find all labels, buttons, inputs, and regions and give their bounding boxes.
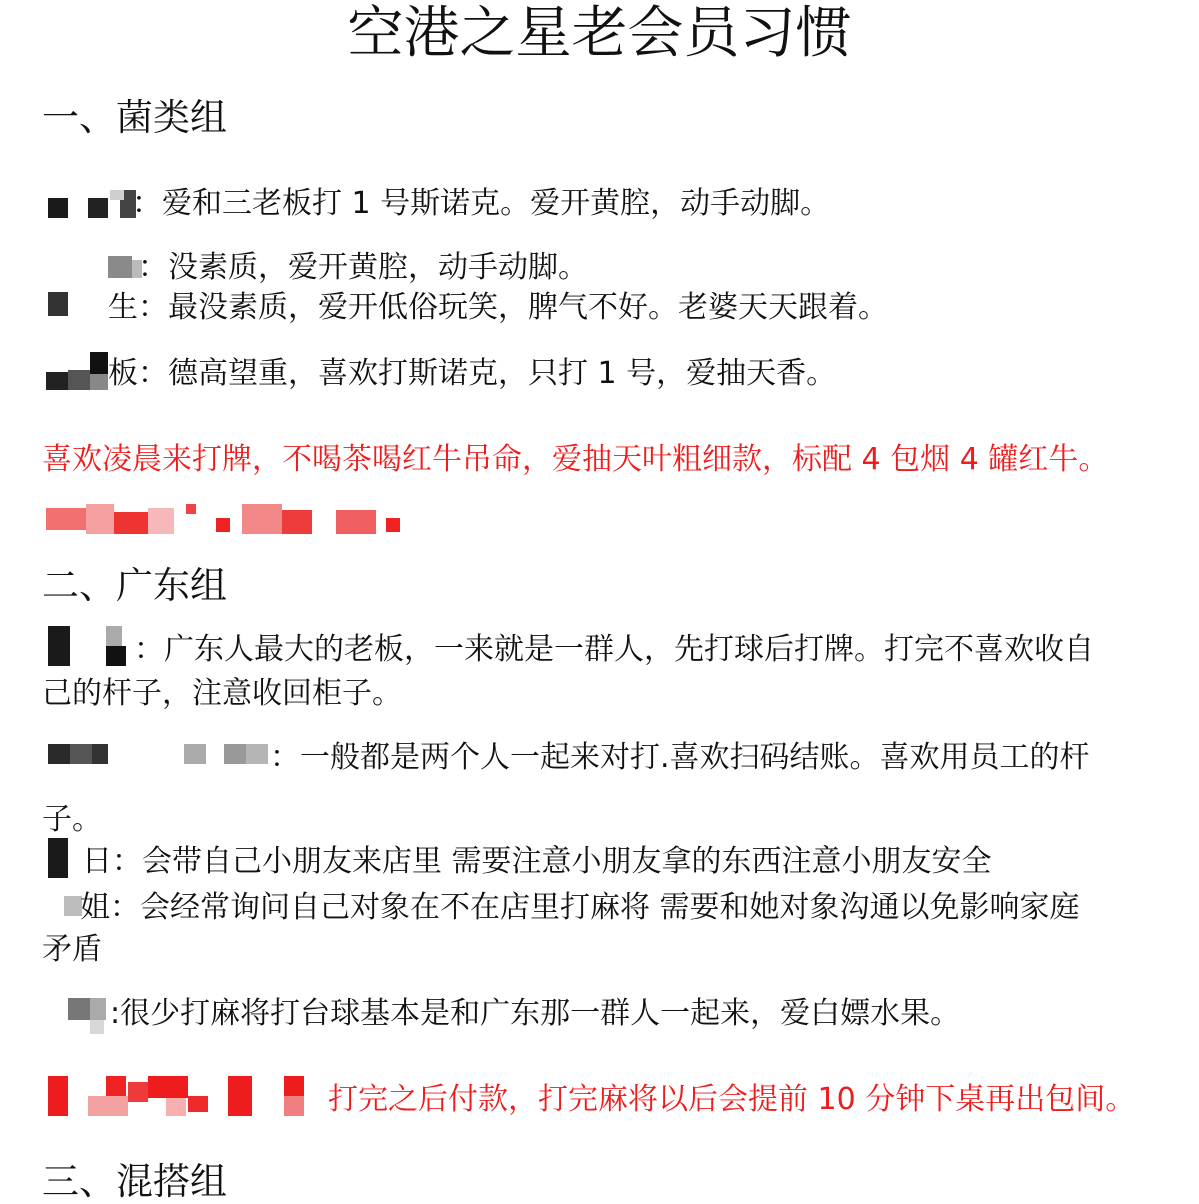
- page-title: 空港之星老会员习惯: [347, 1, 852, 66]
- member-entry-g4: 姐：会经常询问自己对象在不在店里打麻将 需要和她对象沟通以免影响家庭: [80, 890, 1080, 925]
- member-entry-g5-highlight: 打完之后付款，打完麻将以后会提前 10 分钟下桌再出包间。: [328, 1082, 1136, 1117]
- member-entry-g5: :很少打麻将打台球基本是和广东那一群人一起来，爱白嫖水果。: [110, 996, 961, 1031]
- member-entry-2: ：没素质，爱开黄腔，动手动脚。: [138, 250, 588, 285]
- section-heading-guangdong-group: 二、广东组: [42, 564, 227, 607]
- member-entry-g4-cont: 矛盾: [42, 932, 102, 967]
- member-entry-g1: ：广东人最大的老板，一来就是一群人，先打球后打牌。打完不喜欢收自: [134, 632, 1094, 667]
- member-entry-3: 生：最没素质，爱开低俗玩笑，脾气不好。老婆天天跟着。: [108, 290, 888, 325]
- member-entry-4-highlight: 喜欢凌晨来打牌，不喝茶喝红牛吊命，爱抽天叶粗细款，标配 4 包烟 4 罐红牛。: [42, 442, 1109, 477]
- member-entry-g2-cont: 子。: [42, 802, 102, 837]
- member-entry-g3: 日：会带自己小朋友来店里 需要注意小朋友拿的东西注意小朋友安全: [82, 844, 992, 879]
- member-entry-1: ：爱和三老板打 1 号斯诺克。爱开黄腔，动手动脚。: [132, 186, 831, 221]
- member-entry-4: 板：德高望重，喜欢打斯诺克，只打 1 号，爱抽天香。: [108, 356, 837, 391]
- section-heading-fungus-group: 一、菌类组: [42, 96, 227, 139]
- member-entry-g1-cont: 己的杆子，注意收回柜子。: [42, 676, 402, 711]
- member-entry-g2: ：一般都是两个人一起来对打.喜欢扫码结账。喜欢用员工的杆: [270, 740, 1090, 775]
- section-heading-mixed-group: 三、混搭组: [42, 1160, 227, 1203]
